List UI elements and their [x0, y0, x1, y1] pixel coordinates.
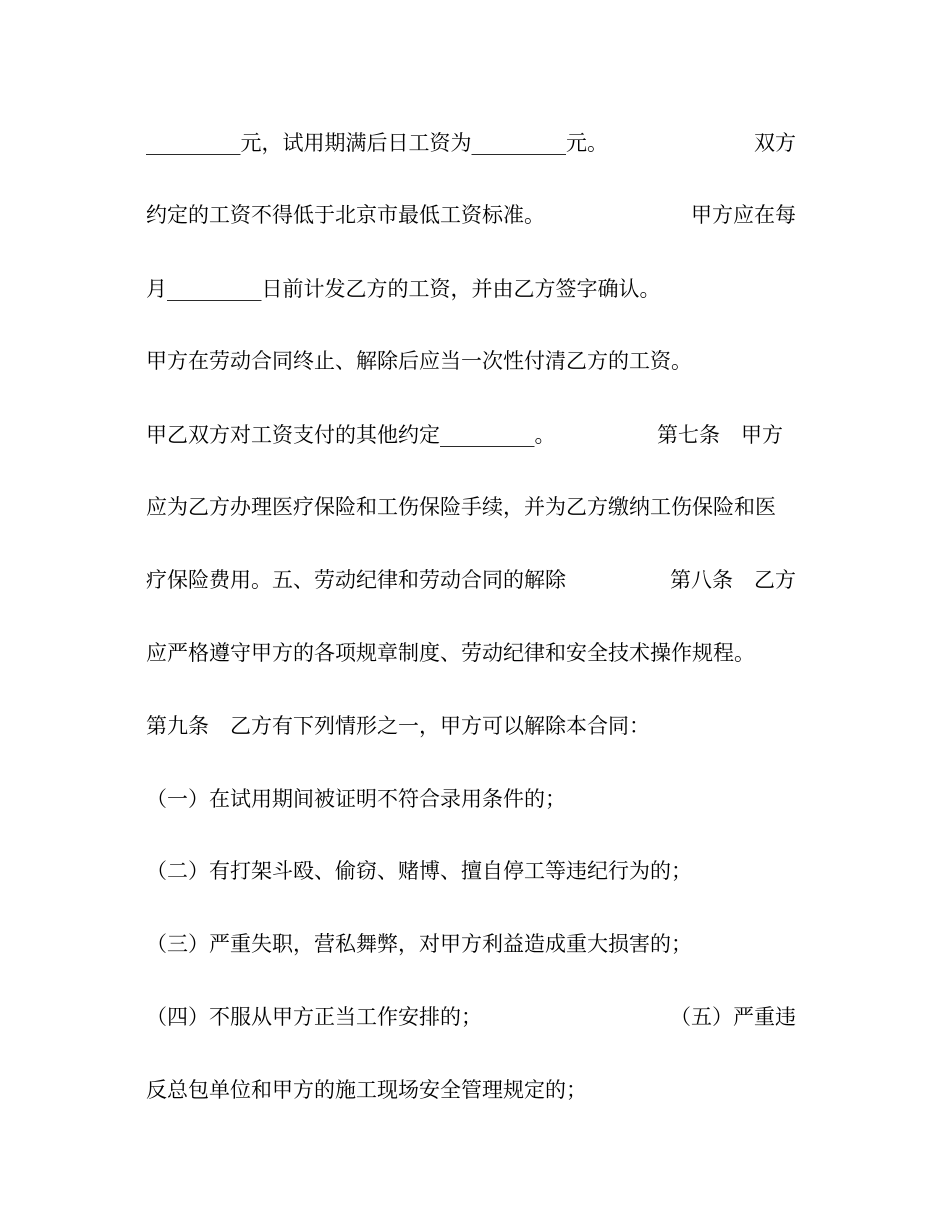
- text-line-8: [146, 633, 796, 673]
- line-11-left: （二）有打架斗殴、偷窃、赌博、擅自停工等违纪行为的；: [146, 859, 692, 883]
- line-13-left: （四）不服从甲方正当工作安排的；: [146, 1005, 482, 1029]
- line-2-right: 甲方应在每: [691, 203, 796, 227]
- line-5-left: 甲乙双方对工资支付的其他约定_________。: [146, 423, 556, 447]
- text-line-14: [146, 1070, 796, 1110]
- text-line-11: [146, 851, 796, 891]
- line-7-left: 疗保险费用。五、劳动纪律和劳动合同的解除: [146, 568, 566, 592]
- line-14-left: 反总包单位和甲方的施工现场安全管理规定的；: [146, 1078, 587, 1102]
- text-line-13: [146, 997, 796, 1037]
- text-line-1: [146, 123, 796, 163]
- line-2-left: 约定的工资不得低于北京市最低工资标准。: [146, 203, 545, 227]
- text-line-12: [146, 924, 796, 964]
- line-3-left: 月_________日前计发乙方的工资，并由乙方签字确认。: [146, 277, 661, 301]
- text-line-9: [146, 706, 796, 746]
- text-line-4: [146, 341, 796, 381]
- text-line-3: [146, 269, 796, 309]
- line-7-right: 第八条 乙方: [670, 568, 796, 592]
- line-10-left: （一）在试用期间被证明不符合录用条件的；: [146, 787, 566, 811]
- line-8-left: 应严格遵守甲方的各项规章制度、劳动纪律和安全技术操作规程。: [146, 641, 755, 665]
- line-12-left: （三）严重失职，营私舞弊，对甲方利益造成重大损害的；: [146, 932, 692, 956]
- line-6-left: 应为乙方办理医疗保险和工伤保险手续，并为乙方缴纳工伤保险和医: [146, 495, 776, 519]
- line-9-left: 第九条 乙方有下列情形之一，甲方可以解除本合同：: [146, 714, 650, 738]
- line-5-mid: 第七条 甲方: [657, 423, 783, 447]
- text-line-5: [146, 415, 796, 455]
- text-line-10: [146, 779, 796, 819]
- line-1-right: 双方: [754, 131, 796, 155]
- text-line-7: [146, 560, 796, 600]
- line-1-left: _________元，试用期满后日工资为_________元。: [146, 131, 608, 155]
- line-4-left: 甲方在劳动合同终止、解除后应当一次性付清乙方的工资。: [146, 349, 692, 373]
- text-line-2: [146, 195, 796, 235]
- text-line-6: [146, 487, 796, 527]
- line-13-right: （五）严重违: [670, 1005, 796, 1029]
